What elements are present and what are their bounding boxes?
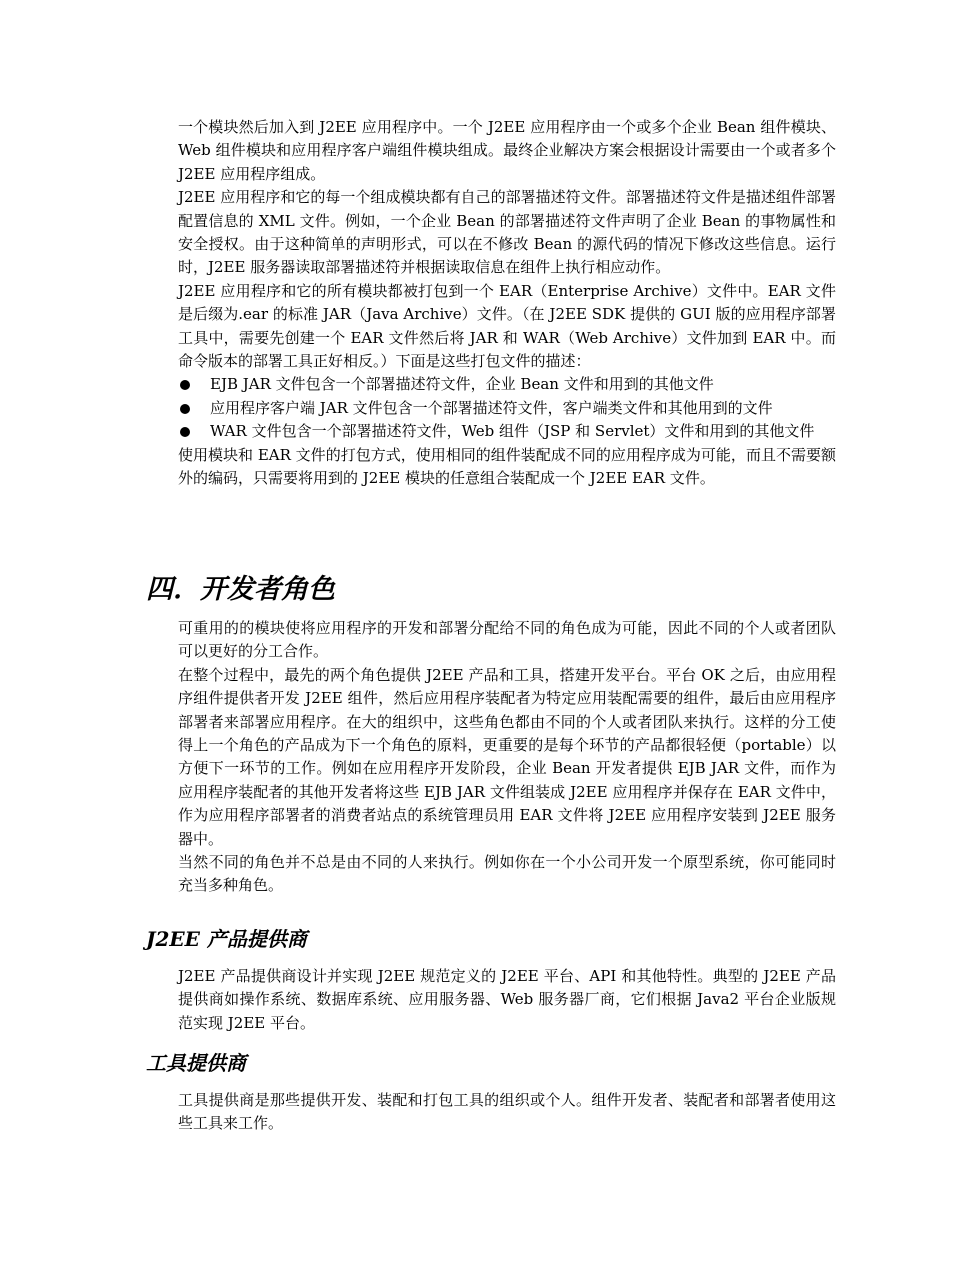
list-item-war (178, 420, 836, 443)
bullet-dot-icon (180, 380, 190, 390)
section-packaging (178, 116, 836, 491)
section-product-provider (178, 965, 836, 1035)
list-item-text: 应用程序客户端 JAR 文件包含一个部署描述符文件，客户端类文件和其他用到的文件 (210, 398, 773, 417)
list-item-client-jar (178, 397, 836, 420)
list-item-ejb-jar (178, 373, 836, 396)
paragraph-deployment-descriptor: J2EE 应用程序和它的每一个组成模块都有自己的部署描述符文件。部署描述符文件是描述组件部署配置信息的 XML 文件。例如，一个企业 Bean 的部署描述符文件声明了企业 Bean 的事物属性和安全授权。由于这种简单的声明形式，可以在不修改 Bean 的源代码的情况下修改这些信息。运行时，J2EE 服务器读取部署描述符并根据读取信息在组件上执行相应动作。 (178, 188, 836, 277)
section-developer-roles (178, 617, 836, 898)
paragraph-tool-provider: 工具提供商是那些提供开发、装配和打包工具的组织或个人。组件开发者、装配者和部署者使用这些工具来工作。 (178, 1091, 836, 1133)
list-item-text: EJB JAR 文件包含一个部署描述符文件，企业 Bean 文件和用到的其他文件 (210, 375, 714, 394)
paragraph-roles-process: 在整个过程中，最先的两个角色提供 J2EE 产品和工具，搭建开发平台。平台 OK 之后，由应用程序组件提供者开发 J2EE 组件，然后应用程序装配者为特定应用装配需要的组件，最后由应用程序部署者来部署应用程序。在大的组织中，这些角色都由不同的个人或者团队来执行。这样的分工使得上一个角色的产品成为下一个角色的原料，更重要的是每个环节的产品都很轻便（portable）以方便下一环节的工作。例如在应用程序开发阶段，企业 Bean 开发者提供 EJB JAR 文件，而作为应用程序装配者的其他开发者将这些 EJB JAR 文件组装成 J2EE 应用程序并保存在 EAR 文件中，作为应用程序部署者的消费者站点的系统管理员用 EAR 文件将 J2EE 应用程序安装到 J2EE 服务器中。 (178, 665, 836, 848)
paragraph-roles-intro: 可重用的的模块使将应用程序的开发和部署分配给不同的角色成为可能，因此不同的个人或者团队可以更好的分工合作。 (178, 619, 836, 661)
paragraph-roles-multiple: 当然不同的角色并不总是由不同的人来执行。例如你在一个小公司开发一个原型系统，你可能同时充当多种角色。 (178, 853, 836, 895)
bullet-dot-icon (180, 427, 190, 437)
paragraph-packaging-summary: 使用模块和 EAR 文件的打包方式，使用相同的组件装配成不同的应用程序成为可能，而且不需要额外的编码，只需要将用到的 J2EE 模块的任意组合装配成一个 J2EE EAR 文件。 (178, 445, 836, 488)
bullet-dot-icon (180, 404, 190, 414)
heading-tool-provider: 工具提供商 (146, 1051, 246, 1075)
paragraph-ear-packaging: J2EE 应用程序和它的所有模块都被打包到一个 EAR（Enterprise Archive）文件中。EAR 文件是后缀为.ear 的标准 JAR（Java Archive）文件。（在 J2EE SDK 提供的 GUI 版的应用程序部署工具中，需要先创建一个 EAR 文件然后将 JAR 和 WAR（Web Archive）文件加到 EAR 中。而命令版本的部署工具正好相反。）下面是这些打包文件的描述： (178, 281, 836, 371)
heading-developer-roles: 四．开发者角色 (146, 574, 335, 605)
section-tool-provider (178, 1089, 836, 1136)
paragraph-product-provider: J2EE 产品提供商设计并实现 J2EE 规范定义的 J2EE 平台、API 和其他特性。典型的 J2EE 产品提供商如操作系统、数据库系统、应用服务器、Web 服务器厂商，它们根据 Java2 平台企业版规范实现 J2EE 平台。 (178, 967, 836, 1032)
heading-product-provider: J2EE 产品提供商 (146, 927, 307, 951)
paragraph-modules: 一个模块然后加入到 J2EE 应用程序中。一个 J2EE 应用程序由一个或多个企业 Bean 组件模块、Web 组件模块和应用程序客户端组件模块组成。最终企业解决方案会根据设计需要由一个或者多个 J2EE 应用程序组成。 (178, 118, 836, 183)
packaging-file-list (178, 373, 836, 443)
list-item-text: WAR 文件包含一个部署描述符文件，Web 组件（JSP 和 Servlet）文件和用到的其他文件 (210, 422, 815, 441)
